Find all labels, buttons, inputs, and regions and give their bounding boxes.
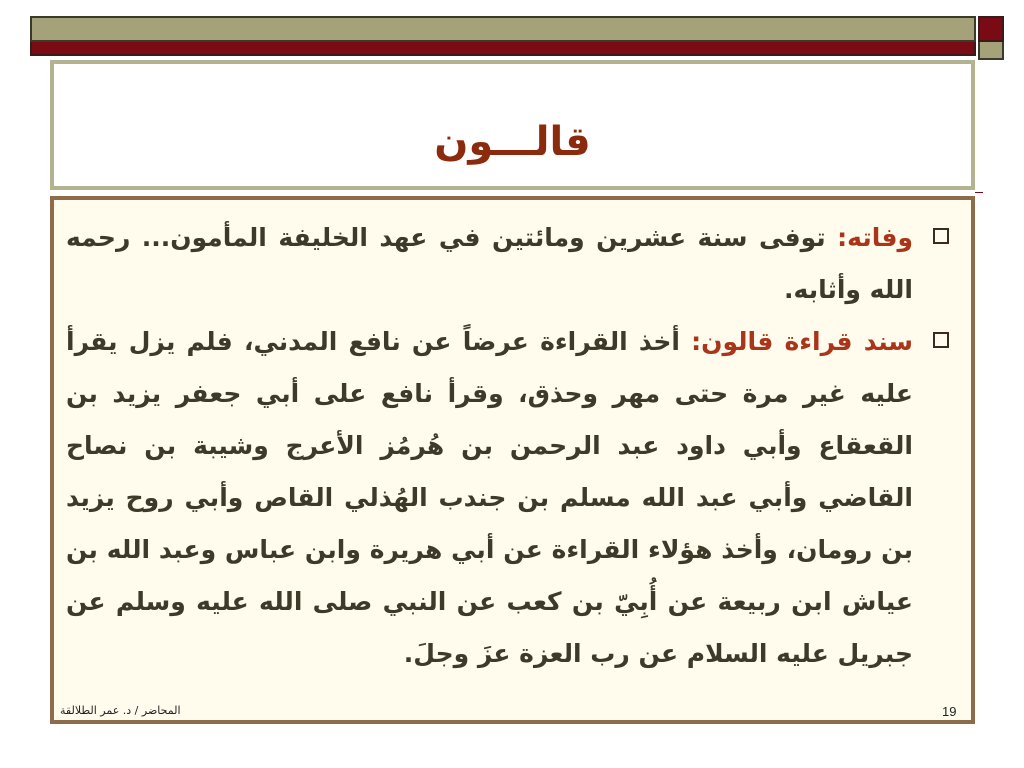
content-body: [66, 212, 949, 680]
corner-square-maroon: [978, 16, 1004, 42]
content-box: [50, 196, 975, 724]
header-band-maroon: [30, 42, 976, 56]
page-number: 19: [942, 704, 957, 719]
corner-square-olive: [978, 42, 1004, 60]
title-box: [50, 60, 975, 190]
bullet-label: وفاته:: [837, 223, 913, 252]
bullet-item-death: [66, 212, 949, 316]
bullet-label: سند قراءة قالون:: [691, 327, 913, 356]
square-bullet-icon: [933, 332, 949, 348]
square-bullet-icon: [933, 228, 949, 244]
footer-author: المحاضر / د. عمر الطلالقة: [60, 704, 181, 717]
slide-title: قالـــون: [434, 119, 591, 165]
bullet-text: أخذ القراءة عرضاً عن نافع المدني، فلم يزل يقرأ عليه غير مرة حتى مهر وحذق، وقرأ نافع على أبي جعفر يزيد بن القعقاع وأبي داود عبد الرحمن بن هُرمُز الأعرج وشيبة بن نصاح القاضي وأبي عبد الله مسلم بن جندب الهُذلي القاص وأبي روح يزيد بن رومان، وأخذ هؤلاء القراءة عن أبي هريرة وابن عباس وعبد الله بن عياش ابن ربيعة عن أُبِيّ بن كعب عن النبي صلى الله عليه وسلم عن جبريل عليه السلام عن رب العزة عزَ وجلَ.: [66, 327, 913, 668]
title-underline: [975, 192, 983, 193]
header-band-olive: [30, 16, 976, 42]
bullet-text: توفى سنة عشرين ومائتين في عهد الخليفة المأمون... رحمه الله وأثابه.: [66, 223, 913, 304]
bullet-item-chain: [66, 316, 949, 680]
